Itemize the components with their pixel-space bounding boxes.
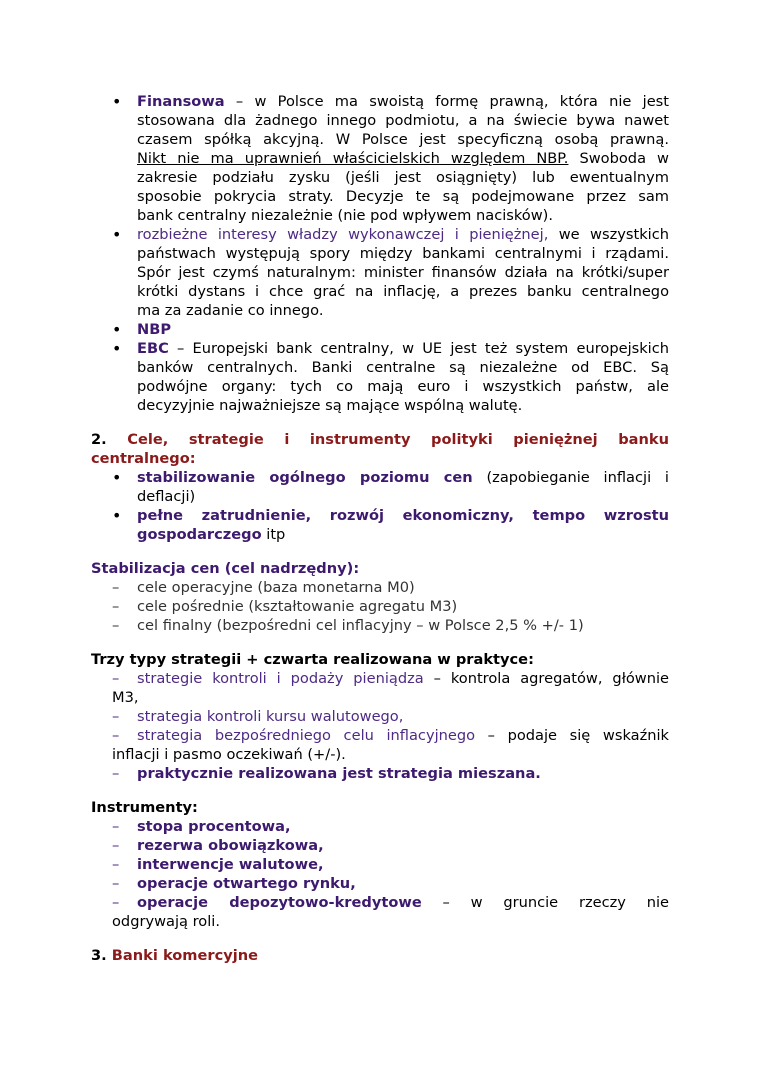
dash-icon: – [112, 598, 120, 615]
dash-icon: – [112, 875, 120, 892]
strategia-2: strategia kontroli kursu walutowego, [137, 708, 404, 725]
instrumenty-heading: Instrumenty: [91, 799, 198, 816]
strategia-1-line-1: strategie kontroli i podaży pieniądza – kontrola agregatów, głównie [137, 670, 669, 687]
dash-icon: – [112, 765, 120, 782]
dash-icon: – [112, 579, 120, 596]
bullet-icon: • [112, 506, 122, 525]
dash-icon: – [112, 708, 120, 725]
goal-1-line-1: stabilizowanie ogólnego poziomu cen (zapobieganie inflacji i [137, 469, 669, 486]
bullet-icon: • [112, 320, 122, 339]
ebc-line-2: banków centralnych. Banki centralne są niezależne od EBC. Są [137, 359, 669, 376]
goal-1-line-2: deflacji) [137, 488, 196, 505]
dash-icon: – [112, 727, 120, 744]
dash-icon: – [112, 894, 120, 911]
finansowa-line-3: czasem spółką akcyjną. W Polsce jest specyficzną osobą prawną. [137, 131, 669, 148]
instrument-item: operacje otwartego rynku, [137, 875, 356, 892]
rozbiezne-line-4: krótki dystans i chce grać na inflację, a prezes banku centralnego [137, 283, 669, 300]
dash-icon: – [112, 856, 120, 873]
rozbiezne-line-3: Spór jest czymś naturalnym: minister finansów działa na krótki/super [137, 264, 669, 281]
bullet-icon: • [112, 225, 122, 244]
finansowa-line-6: sposobie pokrycia straty. Decyzje te są podejmowane przez sam [137, 188, 669, 205]
dash-icon: – [112, 837, 120, 854]
strategia-3-line-2: inflacji i pasmo oczekiwań (+/-). [112, 746, 346, 763]
nbp-item: NBP [137, 321, 172, 338]
instrument-last-line-2: odgrywają roli. [112, 913, 220, 930]
stabilizacja-item: cel finalny (bezpośredni cel inflacyjny – w Polsce 2,5 % +/- 1) [137, 617, 584, 634]
ebc-line-4: decyzyjnie najważniejsze są mające wspólną walutę. [137, 397, 523, 414]
section-2-heading-line-2: centralnego: [91, 450, 196, 467]
finansowa-line-5: zakresie podziału zysku (jeśli jest osiągnięty) lub ewentualnym [137, 169, 669, 186]
rozbiezne-line-2: państwach występują spory między bankami centralnymi i rządami. [137, 245, 669, 262]
section-2-heading-line-1: 2. Cele, strategie i instrumenty polityki pieniężnej banku [91, 431, 669, 448]
section-3-heading: 3. Banki komercyjne [91, 947, 259, 964]
dash-icon: – [112, 670, 120, 687]
strategia-1-line-2: M3, [112, 689, 139, 706]
dash-icon: – [112, 818, 120, 835]
bullet-icon: • [112, 92, 122, 111]
bullet-icon: • [112, 468, 122, 487]
rozbiezne-line-1: rozbieżne interesy władzy wykonawczej i pieniężnej, we wszystkich [137, 226, 669, 243]
goal-2-line-2: gospodarczego itp [137, 526, 286, 543]
instrument-item: rezerwa obowiązkowa, [137, 837, 324, 854]
finansowa-line-4: Nikt nie ma uprawnień właścicielskich względem NBP. Swoboda w [137, 150, 669, 167]
stabilizacja-heading: Stabilizacja cen (cel nadrzędny): [91, 560, 360, 577]
bullet-icon: • [112, 339, 122, 358]
ebc-line-3: podwójne organy: tych co mają euro i wszystkich państw, ale [137, 378, 669, 395]
stabilizacja-item: cele pośrednie (kształtowanie agregatu M3) [137, 598, 458, 615]
rozbiezne-line-5: ma za zadanie co innego. [137, 302, 324, 319]
ebc-line-1: EBC – Europejski bank centralny, w UE jest też system europejskich [137, 340, 669, 357]
goal-2-line-1: pełne zatrudnienie, rozwój ekonomiczny, tempo wzrostu [137, 507, 669, 524]
dash-icon: – [112, 617, 120, 634]
instrument-item: interwencje walutowe, [137, 856, 324, 873]
strategia-4: praktycznie realizowana jest strategia mieszana. [137, 765, 541, 782]
strategia-3-line-1: strategia bezpośredniego celu inflacyjnego – podaje się wskaźnik [137, 727, 669, 744]
finansowa-line-1: Finansowa – w Polsce ma swoistą formę prawną, która nie jest [137, 93, 669, 110]
strategie-heading: Trzy typy strategii + czwarta realizowana w praktyce: [91, 651, 534, 668]
stabilizacja-item: cele operacyjne (baza monetarna M0) [137, 579, 415, 596]
finansowa-line-7: bank centralny niezależnie (nie pod wpływem nacisków). [137, 207, 554, 224]
instrument-last-line-1: operacje depozytowo-kredytowe – w gruncie rzeczy nie [137, 894, 669, 911]
instrument-item: stopa procentowa, [137, 818, 291, 835]
finansowa-line-2: stosowana dla żadnego innego podmiotu, a na świecie bywa nawet [137, 112, 669, 129]
